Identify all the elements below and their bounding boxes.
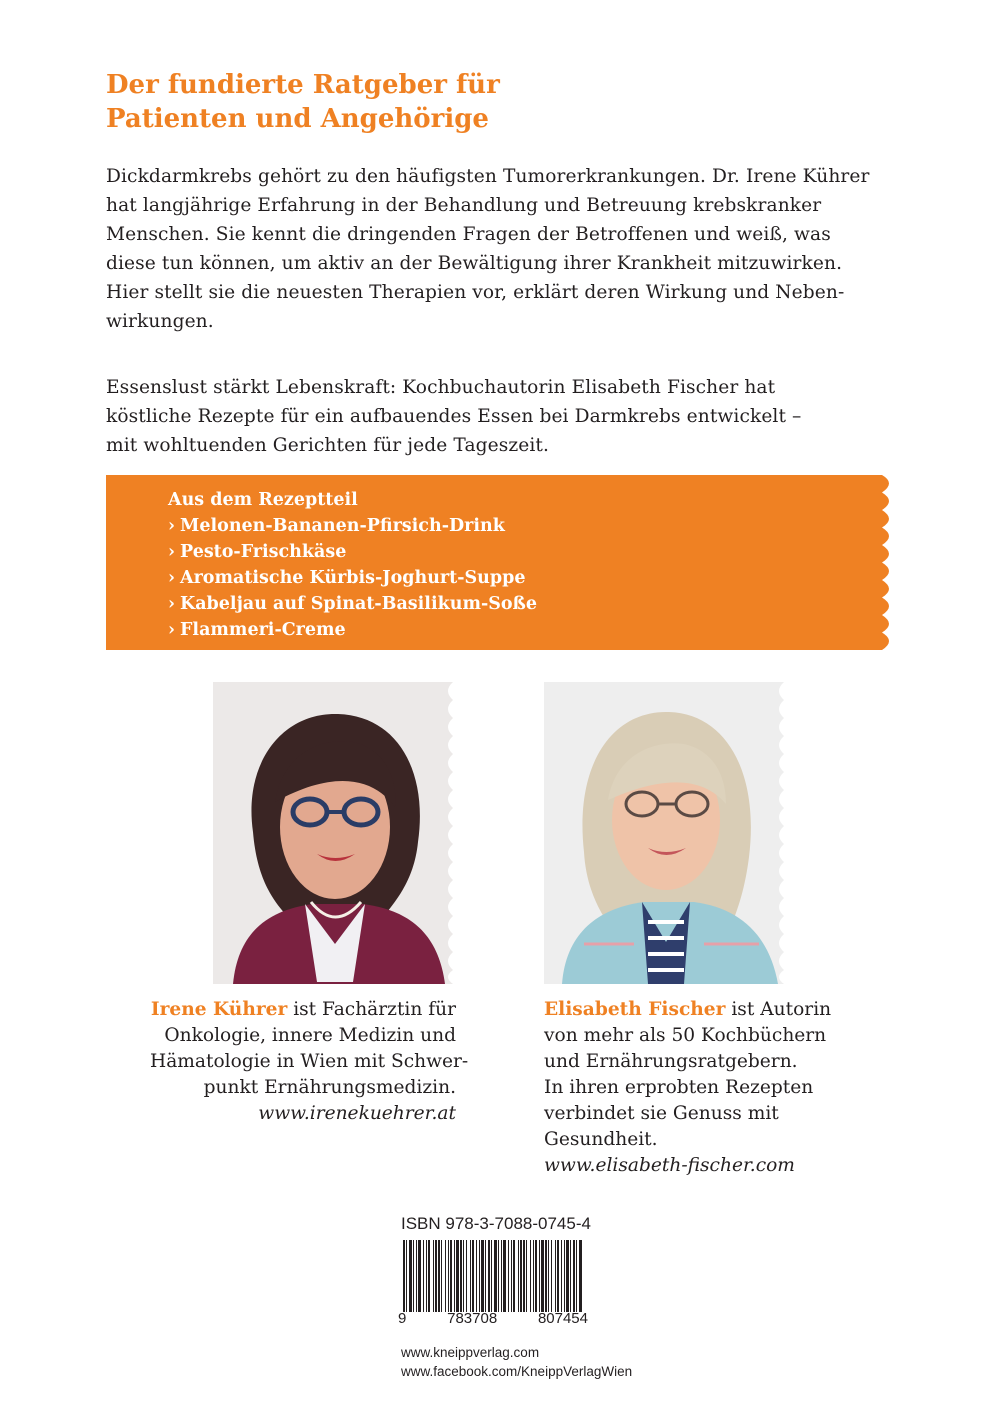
barcode-bar xyxy=(448,1240,449,1312)
barcode-bar xyxy=(470,1240,471,1312)
cook-line: köstliche Rezepte für ein aufbauendes Essen bei Darmkrebs entwickelt – xyxy=(106,406,802,427)
barcode-bar xyxy=(416,1240,417,1312)
barcode-bar xyxy=(564,1240,565,1312)
barcode-bar xyxy=(406,1240,407,1312)
barcode-bar xyxy=(513,1240,515,1312)
bio-line: punkt Ernährungsmedizin. xyxy=(203,1077,456,1098)
author-website-link[interactable]: www.elisabeth-fischer.com xyxy=(544,1155,795,1176)
barcode-digit-group: 9 xyxy=(398,1310,407,1327)
bio-text: ist Autorin xyxy=(731,999,832,1020)
barcode-bar xyxy=(557,1240,559,1312)
barcode-bar xyxy=(548,1240,549,1312)
barcode-bar xyxy=(426,1240,427,1312)
barcode-bar xyxy=(573,1240,575,1312)
recipe-item xyxy=(168,513,537,539)
intro-line: Hier stellt sie die neuesten Therapien vor, erklärt deren Wirkung und Neben- xyxy=(106,282,845,303)
barcode-bar xyxy=(518,1240,519,1312)
recipe-list xyxy=(168,487,537,643)
barcode-bar xyxy=(491,1240,492,1312)
barcode-bar xyxy=(535,1240,537,1312)
author-bio-fischer xyxy=(544,997,864,1179)
barcode-bar xyxy=(413,1240,414,1312)
headline-line-2: Patienten und Angehörige xyxy=(106,104,489,134)
intro-line: diese tun können, um aktiv an der Bewältigung ihrer Krankheit mitzuwirken. xyxy=(106,253,843,274)
barcode-bar xyxy=(520,1240,522,1312)
recipe-item xyxy=(168,565,537,591)
bio-line: von mehr als 50 Kochbüchern xyxy=(544,1025,827,1046)
recipe-item xyxy=(168,539,537,565)
chevron-right-icon: › xyxy=(168,516,175,536)
barcode-bar xyxy=(533,1240,534,1312)
intro-line: wirkungen. xyxy=(106,311,214,332)
barcode-bar xyxy=(541,1240,544,1312)
author-website-link[interactable]: www.irenekuehrer.at xyxy=(258,1103,456,1124)
barcode-bar xyxy=(454,1240,455,1312)
publisher-website-link[interactable]: www.kneippverlag.com xyxy=(401,1345,540,1360)
bio-text: ist Fachärztin für xyxy=(293,999,456,1020)
isbn-label: ISBN 978-3-7088-0745-4 xyxy=(401,1214,591,1233)
bio-line: verbindet sie Genuss mit xyxy=(544,1103,779,1124)
barcode-bar xyxy=(523,1240,525,1312)
bio-line: In ihren erprobten Rezepten xyxy=(544,1077,814,1098)
chevron-right-icon: › xyxy=(168,620,175,640)
barcode-bar xyxy=(561,1240,562,1312)
scalloped-edge xyxy=(882,475,900,650)
photo-scalloped-edge xyxy=(443,682,453,984)
barcode-bar xyxy=(466,1240,467,1312)
bio-line: Hämatologie in Wien mit Schwer- xyxy=(150,1051,469,1072)
chevron-right-icon: › xyxy=(168,568,175,588)
barcode-bar xyxy=(481,1240,484,1312)
bio-line xyxy=(150,997,456,1023)
barcode-bar xyxy=(445,1240,446,1312)
barcode-bar xyxy=(463,1240,464,1312)
headline xyxy=(106,68,906,136)
author-name: Irene Kührer xyxy=(150,999,288,1020)
barcode xyxy=(401,1240,585,1312)
barcode-digits xyxy=(398,1310,588,1327)
barcode-bar xyxy=(438,1240,440,1312)
barcode-digit-group: 783708 xyxy=(447,1310,498,1327)
photo-scalloped-edge xyxy=(774,682,784,984)
barcode-bar xyxy=(403,1240,405,1312)
barcode-bar xyxy=(511,1240,512,1312)
barcode-bar xyxy=(566,1240,569,1312)
barcode-bar xyxy=(508,1240,509,1312)
recipe-item xyxy=(168,617,537,643)
barcode-bar xyxy=(423,1240,424,1312)
barcode-bar xyxy=(526,1240,527,1312)
recipe-heading: Aus dem Rezeptteil xyxy=(168,490,358,510)
intro-paragraph xyxy=(106,162,906,336)
author-photo-kuehrer xyxy=(213,682,453,984)
barcode-bar xyxy=(456,1240,459,1312)
bio-line xyxy=(544,997,864,1023)
recipe-item-label: Flammeri-Creme xyxy=(180,620,346,640)
barcode-bar xyxy=(418,1240,421,1312)
barcode-bar xyxy=(579,1240,582,1312)
author-photo-fischer xyxy=(544,682,784,984)
cook-line: Essenslust stärkt Lebenskraft: Kochbuchautorin Elisabeth Fischer hat xyxy=(106,377,776,398)
cook-line: mit wohltuenden Gerichten für jede Tageszeit. xyxy=(106,435,550,456)
barcode-bar xyxy=(576,1240,577,1312)
barcode-bar xyxy=(503,1240,506,1312)
bio-line: und Ernährungsratgebern. xyxy=(544,1051,798,1072)
barcode-bar xyxy=(501,1240,502,1312)
barcode-bar xyxy=(433,1240,434,1312)
barcode-bar xyxy=(555,1240,556,1312)
headline-line-1: Der fundierte Ratgeber für xyxy=(106,70,500,100)
barcode-bar xyxy=(460,1240,462,1312)
recipe-item xyxy=(168,591,537,617)
barcode-bar xyxy=(570,1240,571,1312)
barcode-bar xyxy=(476,1240,477,1312)
intro-line: hat langjährige Erfahrung in der Behandlung und Betreuung krebskranker xyxy=(106,195,822,216)
barcode-bar xyxy=(479,1240,480,1312)
chevron-right-icon: › xyxy=(168,542,175,562)
recipe-box xyxy=(106,475,882,650)
barcode-bar xyxy=(472,1240,474,1312)
recipe-item-label: Pesto-Frischkäse xyxy=(180,542,347,562)
barcode-bar xyxy=(551,1240,552,1312)
barcode-bar xyxy=(530,1240,531,1312)
intro-line: Dickdarmkrebs gehört zu den häufigsten Tumorerkrankungen. Dr. Irene Kührer xyxy=(106,166,870,187)
author-bio-kuehrer xyxy=(150,997,469,1127)
bio-line: Onkologie, innere Medizin und xyxy=(164,1025,456,1046)
barcode-bar xyxy=(441,1240,442,1312)
barcode-bar xyxy=(450,1240,452,1312)
author-name: Elisabeth Fischer xyxy=(544,999,726,1020)
barcode-bar xyxy=(435,1240,437,1312)
barcode-bar xyxy=(428,1240,430,1312)
recipe-item-label: Kabeljau auf Spinat-Basilikum-Soße xyxy=(180,594,537,614)
barcode-bar xyxy=(545,1240,547,1312)
cookbook-paragraph xyxy=(106,373,906,460)
barcode-bar xyxy=(498,1240,499,1312)
barcode-bar xyxy=(539,1240,540,1312)
intro-line: Menschen. Sie kennt die dringenden Fragen der Betroffenen und weiß, was xyxy=(106,224,831,245)
barcode-bar xyxy=(494,1240,497,1312)
barcode-bar xyxy=(485,1240,486,1312)
chevron-right-icon: › xyxy=(168,594,175,614)
barcode-bar xyxy=(488,1240,490,1312)
bio-line: Gesundheit. xyxy=(544,1129,658,1150)
recipe-item-label: Melonen-Bananen-Pfirsich-Drink xyxy=(180,516,505,536)
facebook-link[interactable]: www.facebook.com/KneippVerlagWien xyxy=(401,1364,633,1379)
recipe-item-label: Aromatische Kürbis-Joghurt-Suppe xyxy=(180,568,526,588)
barcode-digit-group: 807454 xyxy=(537,1310,588,1327)
barcode-bar xyxy=(409,1240,412,1312)
